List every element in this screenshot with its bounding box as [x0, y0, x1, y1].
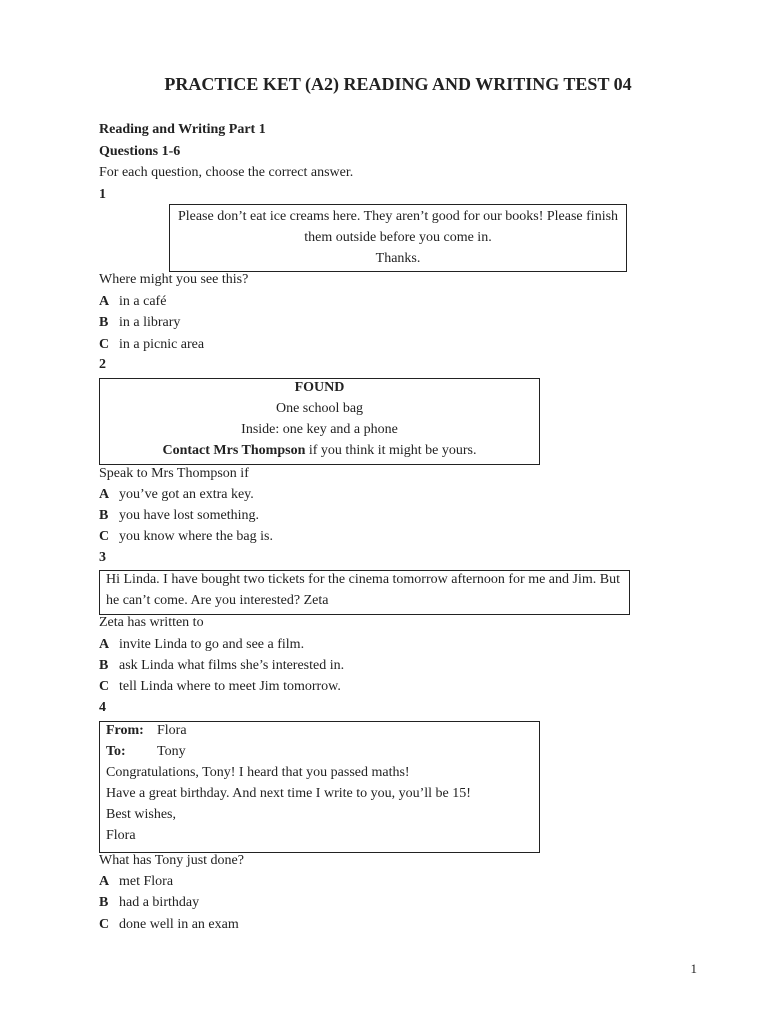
email-from — [106, 722, 187, 740]
option-4b[interactable] — [99, 894, 199, 912]
question-text-2: Speak to Mrs Thompson if — [99, 466, 249, 481]
notice-contact — [100, 442, 539, 460]
option-text: ask Linda what films she’s interested in. — [119, 658, 345, 673]
option-text: met Flora — [119, 874, 174, 889]
option-text: in a library — [119, 315, 181, 330]
option-4c[interactable] — [99, 916, 239, 934]
question-number-3: 3 — [99, 550, 106, 565]
notice-line: Thanks. — [375, 251, 421, 266]
option-text: had a birthday — [119, 895, 200, 910]
option-letter: C — [99, 917, 110, 932]
question-text-3: Zeta has written to — [99, 615, 204, 630]
option-letter: A — [99, 487, 110, 502]
question-text-4: What has Tony just done? — [99, 853, 244, 868]
option-letter: B — [99, 508, 109, 523]
option-text: in a picnic area — [119, 337, 205, 352]
option-3b[interactable] — [99, 657, 344, 675]
option-letter: B — [99, 895, 109, 910]
option-3a[interactable] — [99, 636, 304, 654]
option-letter: A — [99, 294, 110, 309]
option-4a[interactable] — [99, 873, 173, 891]
option-text: you’ve got an extra key. — [119, 487, 254, 502]
option-2b[interactable] — [99, 507, 259, 525]
question-number-1: 1 — [99, 187, 106, 202]
option-letter: A — [99, 874, 110, 889]
option-3c[interactable] — [99, 678, 341, 696]
option-text: invite Linda to go and see a film. — [119, 637, 305, 652]
notice-line: Please don’t eat ice creams here. They aren’t good for our books! Please finish — [177, 209, 619, 224]
question-text-1: Where might you see this? — [99, 272, 249, 287]
email-line: Congratulations, Tony! I heard that you passed maths! — [106, 765, 410, 780]
message-box-3 — [99, 570, 630, 615]
option-text: tell Linda where to meet Jim tomorrow. — [119, 679, 341, 694]
instruction-text: For each question, choose the correct answer. — [99, 165, 354, 180]
option-letter: A — [99, 637, 110, 652]
option-letter: B — [99, 315, 109, 330]
email-line: Flora — [106, 828, 136, 843]
contact-name: Contact Mrs Thompson — [162, 443, 306, 458]
page-number: 1 — [690, 961, 697, 976]
option-text: in a café — [119, 294, 167, 309]
questions-heading: Questions 1-6 — [99, 144, 181, 159]
message-line: he can’t come. Are you interested? Zeta — [106, 593, 329, 608]
option-2c[interactable] — [99, 528, 273, 546]
notice-line: them outside before you come in. — [304, 230, 492, 245]
option-text: done well in an exam — [119, 917, 239, 932]
page-title: PRACTICE KET (A2) READING AND WRITING TEST 04 — [164, 74, 632, 94]
notice-line: Inside: one key and a phone — [241, 422, 398, 437]
option-1a[interactable] — [99, 293, 166, 311]
option-text: you have lost something. — [119, 508, 259, 523]
notice-line: One school bag — [275, 401, 364, 416]
option-letter: B — [99, 658, 109, 673]
contact-rest: if you think it might be yours. — [305, 443, 477, 458]
message-line: Hi Linda. I have bought two tickets for the cinema tomorrow afternoon for me and Jim. But — [106, 572, 620, 587]
option-1c[interactable] — [99, 336, 204, 354]
to-value: Tony — [157, 744, 186, 759]
notice-title: FOUND — [294, 380, 345, 395]
email-box-4 — [99, 721, 540, 853]
part-heading: Reading and Writing Part 1 — [99, 122, 266, 137]
email-line: Have a great birthday. And next time I write to you, you’ll be 15! — [106, 786, 471, 801]
email-line: Best wishes, — [106, 807, 176, 822]
question-number-4: 4 — [99, 700, 106, 715]
to-label: To: — [106, 744, 126, 759]
option-1b[interactable] — [99, 314, 180, 332]
from-value: Flora — [157, 723, 187, 738]
option-letter: C — [99, 529, 110, 544]
notice-box-1 — [169, 204, 627, 272]
option-2a[interactable] — [99, 486, 254, 504]
option-letter: C — [99, 337, 110, 352]
question-number-2: 2 — [99, 357, 106, 372]
option-letter: C — [99, 679, 110, 694]
email-to — [106, 743, 186, 761]
option-text: you know where the bag is. — [119, 529, 273, 544]
from-label: From: — [106, 723, 144, 738]
notice-box-2 — [99, 378, 540, 465]
